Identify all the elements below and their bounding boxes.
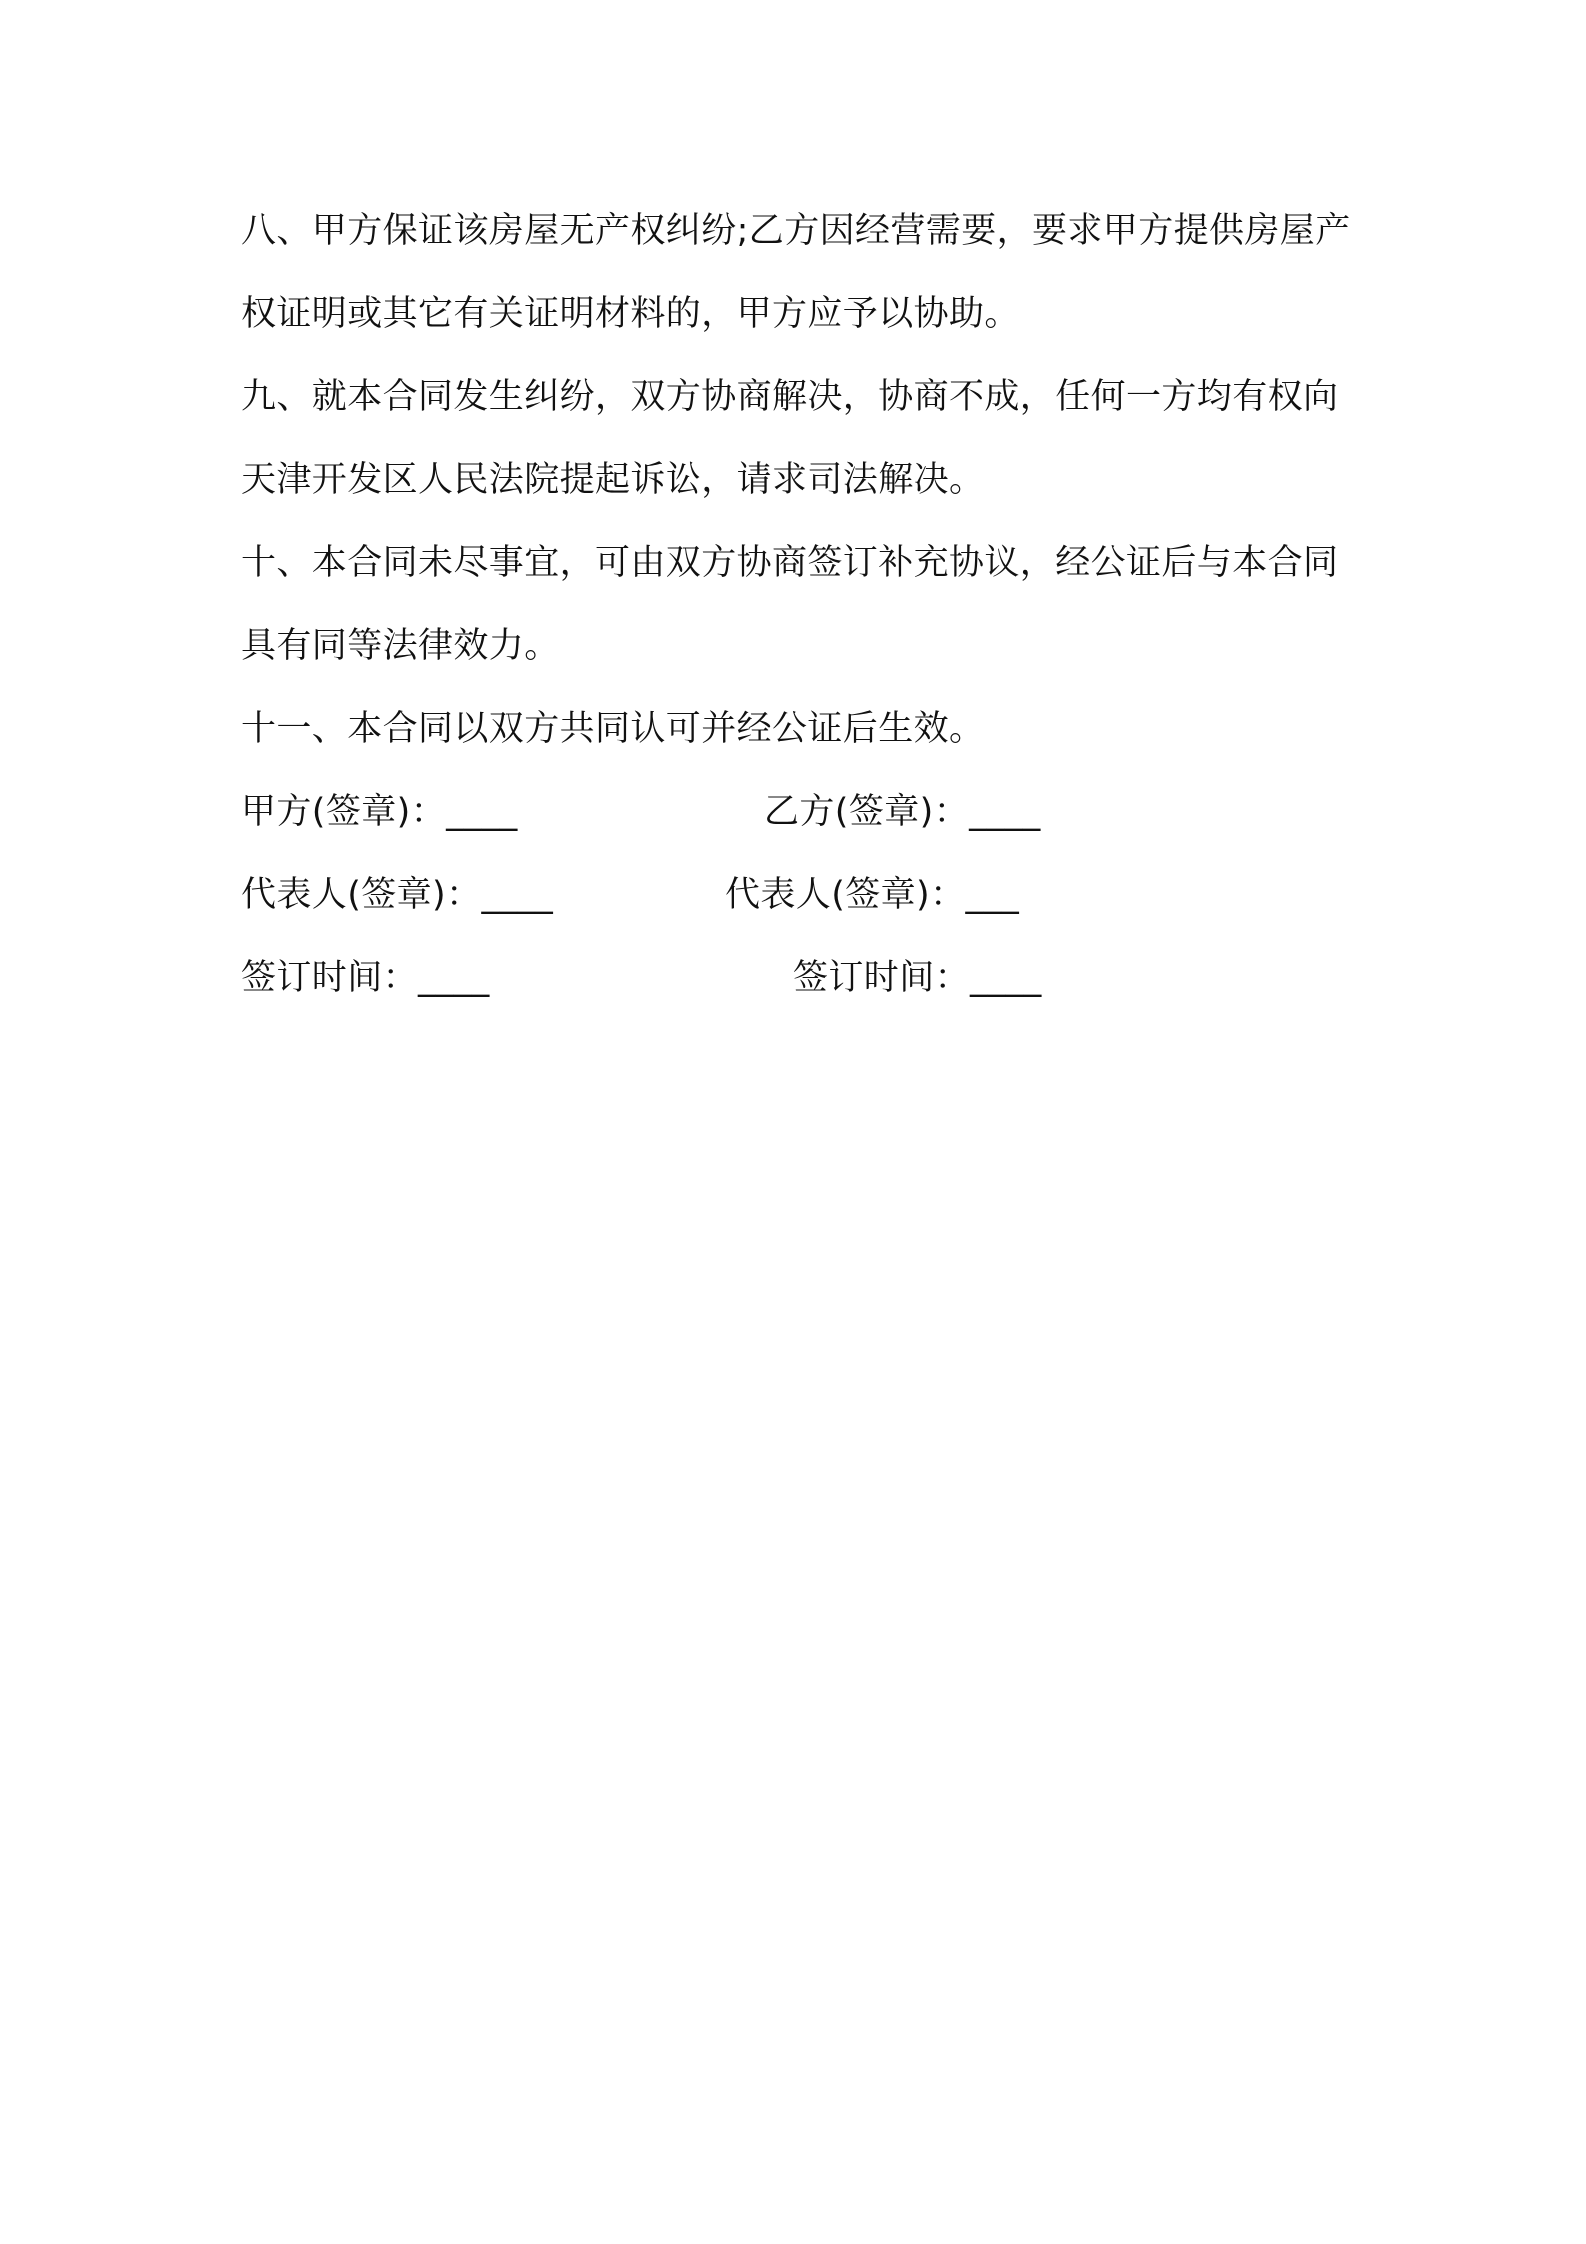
party-a-representative-field: 代表人(签章)：____ xyxy=(241,875,554,915)
clause-8: 八、甲方保证该房屋无产权纠纷;乙方因经营需要，要求甲方提供房屋产权证明或其它有关证明材料的，甲方应予以协助。 xyxy=(241,211,1351,334)
signature-row-date xyxy=(241,937,1351,1020)
clause-11: 十一、本合同以双方共同认可并经公证后生效。 xyxy=(241,709,985,749)
party-a-seal-field: 甲方(签章)：____ xyxy=(241,792,518,832)
party-b-representative-field: 代表人(签章)：___ xyxy=(725,875,1020,915)
party-b-seal-field: 乙方(签章)：____ xyxy=(764,792,1041,832)
signature-block xyxy=(241,771,1351,1020)
clause-10: 十、本合同未尽事宜，可由双方协商签订补充协议，经公证后与本合同具有同等法律效力。 xyxy=(241,543,1339,666)
document-body xyxy=(241,190,1351,1020)
signature-row-representative xyxy=(241,854,1351,937)
signature-row-seal xyxy=(241,771,1351,854)
party-b-date-field: 签订时间：____ xyxy=(793,958,1042,998)
clause-9: 九、就本合同发生纠纷，双方协商解决，协商不成，任何一方均有权向天津开发区人民法院提起诉讼，请求司法解决。 xyxy=(241,377,1339,500)
party-a-date-field: 签订时间：____ xyxy=(241,958,490,998)
